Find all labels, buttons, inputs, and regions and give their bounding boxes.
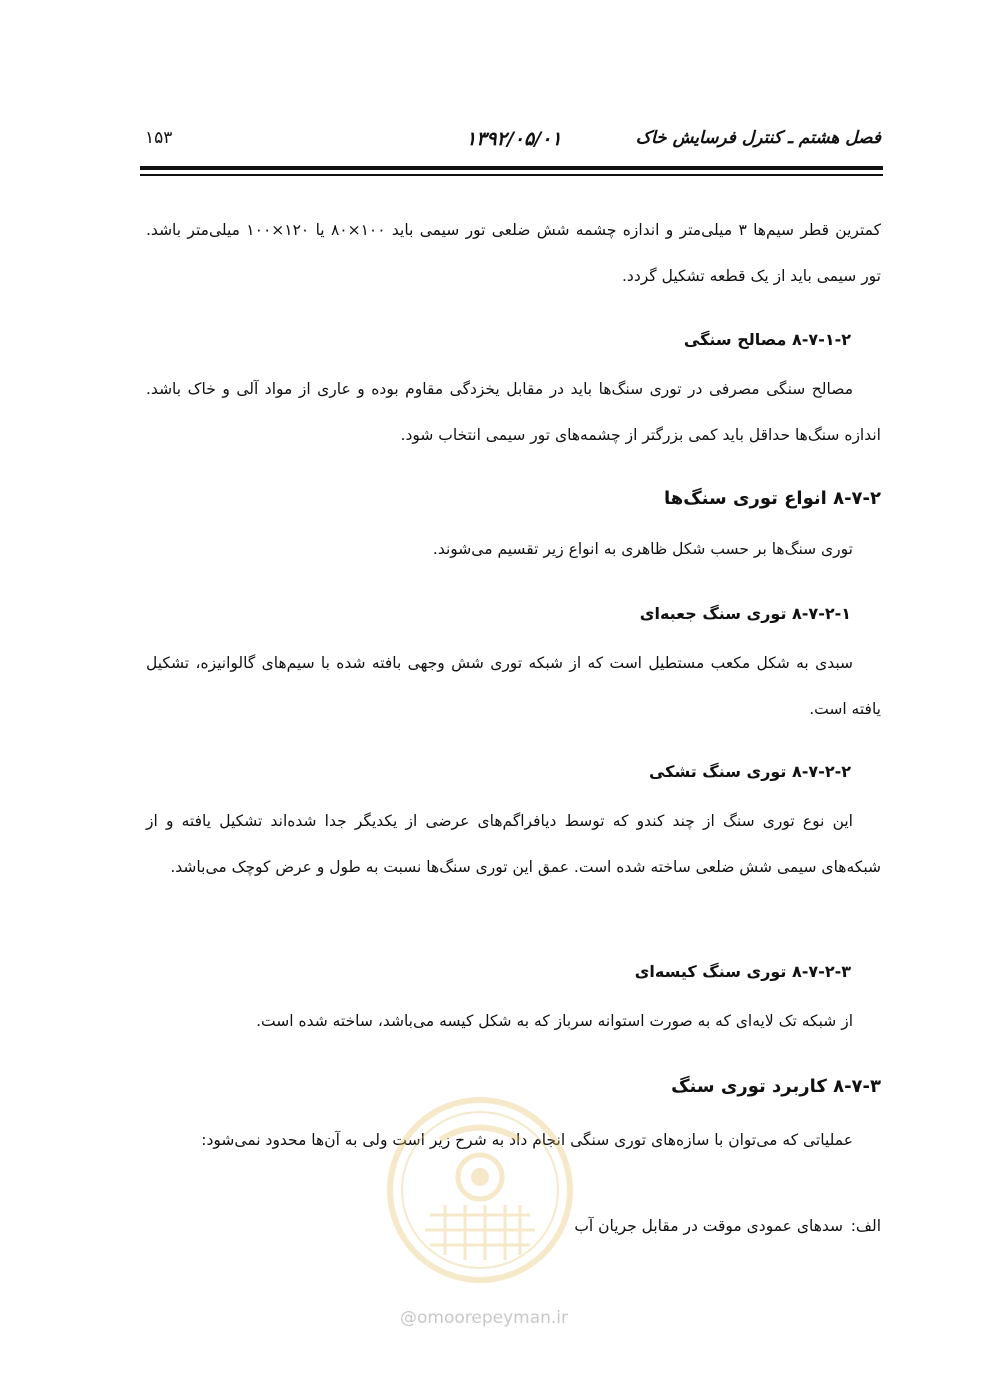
running-header-date: ۱۳۹۲/۰۵/۰۱ — [466, 128, 562, 150]
paragraph-gabion-usage: عملیاتی که می‌توان با سازه‌های توری سنگی انجام داد به شرح زیر است ولی به آن‌ها محدود نمی‌شود: — [201, 1131, 853, 1149]
header-rule-thin — [140, 174, 883, 176]
heading-8-7-2-2: ۸-۷-۲-۲ توری سنگ تشکی — [648, 762, 851, 781]
paragraph-stone-materials: مصالح سنگی مصرفی در توری سنگ‌ها باید در مقابل یخزدگی مقاوم بوده و عاری از مواد آلی و خاک باشد. اندازه سنگ‌ها حداقل باید کمی بزرگتر از چشمه‌های تور سیمی انتخاب شود. — [146, 380, 881, 444]
heading-8-7-2-3: ۸-۷-۲-۳ توری سنگ کیسه‌ای — [634, 962, 851, 981]
paragraph-mattress-gabion: این نوع توری سنگ از چند کندو که توسط دیافراگم‌های عرضی از یکدیگر جدا شده‌اند تشکیل یافته و از شبکه‌های سیمی شش ضلعی ساخته شده است. عمق این توری سنگ‌ها نسبت به طول و عرض کوچک می‌باشد. — [146, 812, 881, 876]
paragraph-gabion-types: توری سنگ‌ها بر حسب شکل ظاهری به انواع زیر تقسیم می‌شوند. — [432, 540, 853, 558]
omoore-peyman-seal-icon — [385, 1095, 575, 1285]
paragraph-wire-specs: کمترین قطر سیم‌ها ۳ میلی‌متر و اندازه چشمه شش ضلعی تور سیمی باید ۱۰۰×۸۰ یا ۱۲۰×۱۰۰ میلی‌متر باشد. تور سیمی باید از یک قطعه تشکیل گردد. — [146, 221, 881, 285]
heading-8-7-2-1: ۸-۷-۲-۱ توری سنگ جعبه‌ای — [639, 604, 851, 623]
list-item-a-text: سدهای عمودی موقت در مقابل جریان آب — [574, 1217, 843, 1235]
paragraph-sack-gabion: از شبکه تک لایه‌ای که به صورت استوانه سرباز که به شکل کیسه می‌باشد، ساخته شده است. — [256, 1012, 853, 1030]
list-item-a-label: الف: — [850, 1217, 881, 1235]
watermark-site: @omoorepeyman.ir — [400, 1308, 569, 1328]
heading-8-7-3: ۸-۷-۳ کاربرد توری سنگ — [671, 1076, 881, 1097]
running-header-chapter: فصل هشتم ـ کنترل فرسایش خاک — [635, 128, 881, 148]
header-rule-thick — [140, 166, 883, 170]
heading-8-7-2: ۸-۷-۲ انواع توری سنگ‌ها — [663, 488, 881, 509]
page-number: ۱۵۳ — [145, 128, 173, 148]
paragraph-box-gabion: سبدی به شکل مکعب مستطیل است که از شبکه توری شش وجهی بافته شده با سیم‌های گالوانیزه، تشکیل یافته است. — [146, 654, 881, 718]
heading-8-7-1-2: ۸-۷-۱-۲ مصالح سنگی — [683, 330, 851, 349]
